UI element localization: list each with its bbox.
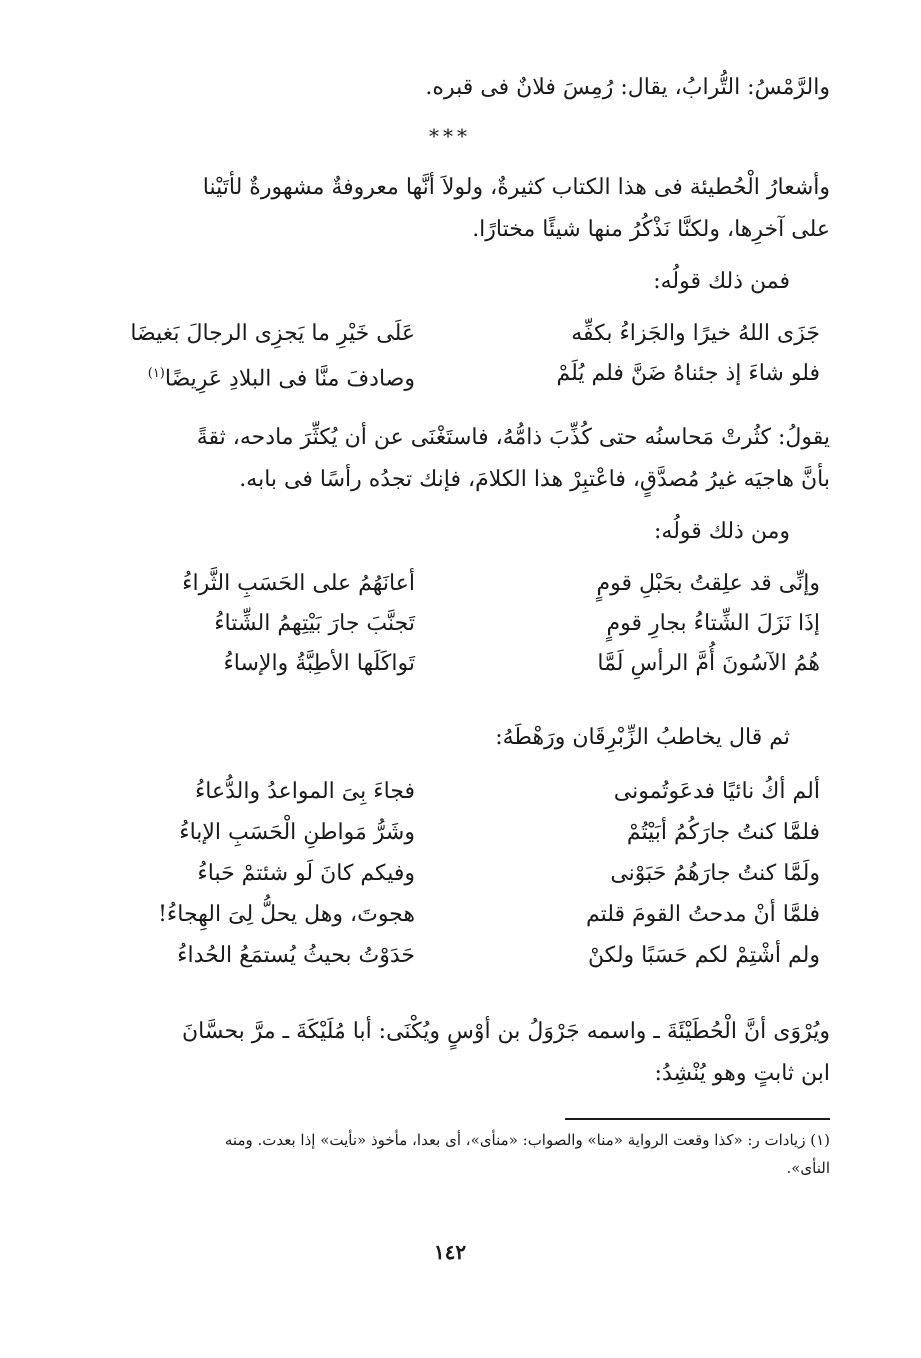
verse-second-hemistich: عَلَى خَيْرِ ما يَجزِى الرجالَ بَغيضَا [130,321,415,346]
para3-line1: ويُرْوَى أنَّ الْحُطَيْئَةَ ـ واسمه جَرْوَلُ بن أوْسٍ ويُكْنَى: أبا مُلَيْكَةَ ـ مرَّ بحسَّانَ [181,1019,830,1044]
verse [70,318,830,350]
footnote-line1: (١) زيادات ر: «كذا وقعت الرواية «منا» والصواب: «منأى»، أى بعدا، مأخوذ «نأيت» إذا بعدت. ومنه [224,1131,830,1149]
footnote-marker: (١) [147,366,165,381]
verse-first-hemistich: ولَمَّا كنتُ جارَهُمُ حَبَوْنى [610,861,820,886]
page-number: ١٤٢ [433,1240,467,1264]
verse-first-hemistich: هُمُ الآسُونَ أُمَّ الرأسِ لَمَّا [597,651,820,676]
verse [70,858,830,890]
para1-line2: على آخرِها، ولكنَّا نَذْكُرُ منها شيئًا مختارًا. [472,217,830,242]
verse-first-hemistich: ألم أكُ نائيًا فدعَوتُمونى [613,779,820,804]
opening-line: والرَّمْسُ: التُّرابُ، يقال: رُمِسَ فلانٌ فى قبره. [425,75,830,100]
verse-first-hemistich: فلمَّا كنتُ جارَكُمُ أبَيْتُمْ [626,820,820,845]
verse-text: وصادفَ منَّا فى البلادِ عَرِيضًا [164,366,415,392]
book-page [70,0,830,1358]
verse-first-hemistich: فلمَّا أنْ مدحتُ القومَ قلتم [585,902,820,927]
verse [70,358,830,390]
footnote-line2: النأى». [786,1159,830,1177]
verse-second-hemistich: تَجنَّبَ جارَ بَيْتِهمُ الشِّتاءُ [214,611,415,636]
verse-second-hemistich: فجاءَ بِىَ المواعدُ والدُّعاءُ [194,779,415,804]
verse-second-hemistich: وفيكم كانَ لَو شئتمْ حَباءُ [197,861,415,886]
verse-first-hemistich: إذَا نَزَلَ الشِّتاءُ بجارِ قومٍ [606,611,820,636]
verse-second-hemistich: هجوتَ، وهل يحلُّ لِىَ الهِجاءُ! [158,902,415,927]
para3-line2: ابن ثابتٍ وهو يُنْشِدُ: [654,1061,830,1086]
para2-line2: بأنَّ هاجيَه غيرُ مُصدَّقٍ، فاعْتبِرْ هذا الكلامَ، فإنك تجدُه رأسًا فى بابه. [239,467,830,492]
poem2-intro: ومن ذلك قولُه: [654,519,790,544]
verse-second-hemistich: حَدَوْتُ بحيثُ يُستمَعُ الحُداءُ [177,943,415,968]
footnote-rule [565,1118,830,1120]
verse [70,648,830,680]
verse [70,776,830,808]
verse-first-hemistich: ولم أشْتِمْ لكم حَسَبًا ولكنْ [587,943,820,968]
verse-second-hemistich: وشَرُّ مَواطنِ الْحَسَبِ الإباءُ [179,820,415,845]
verse-first-hemistich: وإنِّى قد علِقتُ بحَبْلِ قومٍ [596,571,820,596]
section-separator: *** [429,124,471,148]
poem3-intro: ثم قال يخاطبُ الزِّبْرِقَان ورَهْطَهُ: [495,725,790,750]
verse-first-hemistich: فلو شاءَ إذ جئناهُ ضَنَّ فلم يُلَمْ [556,361,820,386]
verse-second-hemistich [70,358,415,395]
para2-line1: يقولُ: كثُرتْ مَحاسنُه حتى كُذِّبَ ذامُّهُ، فاستَغْنَى عن أن يُكثِّرَ مادحه، ثقةً [196,425,830,450]
verse [70,817,830,849]
verse [70,568,830,600]
verse [70,940,830,972]
poem1-intro: فمن ذلك قولُه: [653,269,790,294]
para1-line1: وأشعارُ الْحُطيئة فى هذا الكتاب كثيرةٌ، ولولاَ أنَّها معروفةٌ مشهورةٌ لأتَيْنا [202,175,830,200]
verse [70,608,830,640]
verse-first-hemistich: جَزَى اللهُ خيرًا والجَزاءُ بكفِّه [571,321,820,346]
verse-second-hemistich: تَواكَلَها الأطِبَّةُ والإساءُ [223,651,415,676]
verse [70,899,830,931]
verse-second-hemistich: أعانَهُمُ على الحَسَبِ الثَّراءُ [182,571,415,596]
